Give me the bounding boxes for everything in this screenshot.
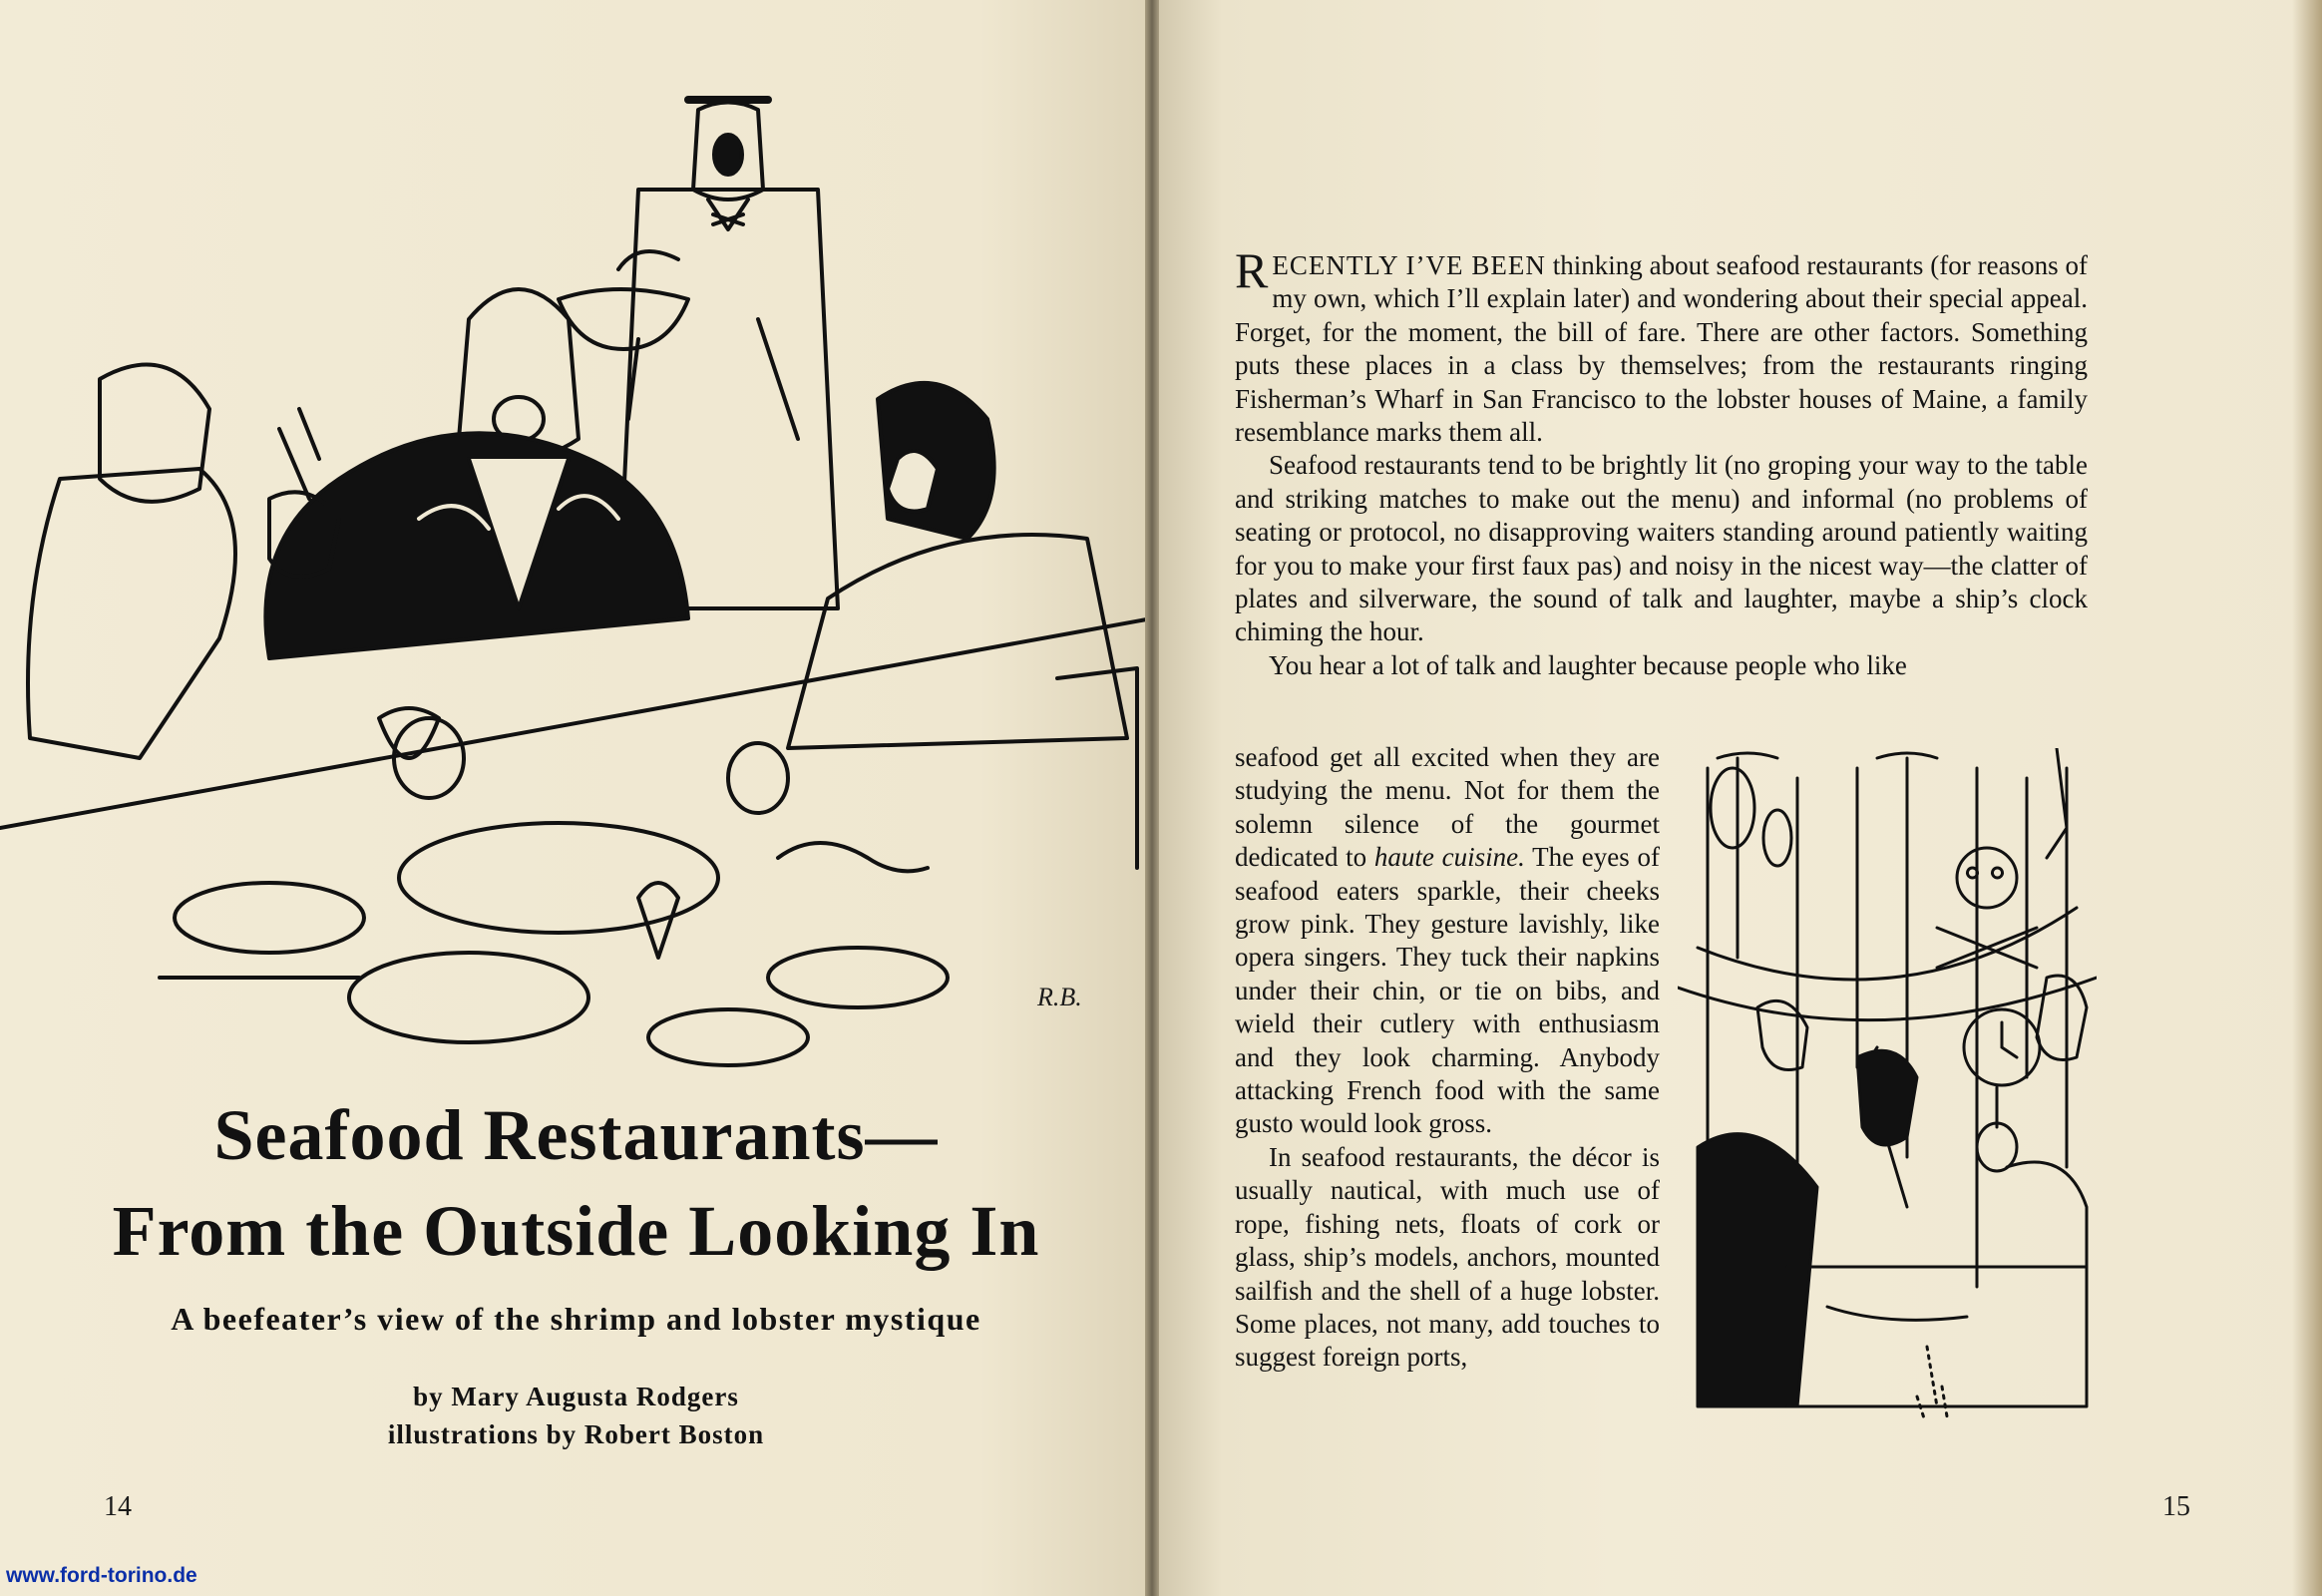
paragraph-3-italic: haute cuisine. [1373, 842, 1525, 873]
left-page [0, 0, 1152, 1596]
illustration-signature: R.B. [1037, 983, 1082, 1011]
paragraph-2: Seafood restaurants tend to be brightly lit (no groping your way to the table and striking matches to make out the menu) and informal (no problems of seating or protocol, no disapproving waiters standing around patiently waiting for you to make your first faux pas) and noisy in the nicest way—the clatter of plates and silverware, the sound of talk and laughter, maybe a ship’s clock chiming the hour. [1235, 450, 2088, 647]
paragraph-3-text-b: The eyes of seafood eaters sparkle, their cheeks grow pink. They gesture lavishly, like opera singers. They tuck their napkins under their chin, or tie on bibs, and wield their cutlery with enthusiasm and they look charming. Anybody attacking French food with the same gusto would look gross. [1235, 842, 1660, 1139]
dining-scene-illustration [0, 80, 1152, 1077]
byline-author: by Mary Augusta Rodgers [413, 1382, 739, 1411]
byline [0, 1378, 1152, 1453]
paragraph-3 [1235, 741, 1660, 1141]
page-edge-shadow [2292, 0, 2322, 1596]
paragraph-3-text-a: seafood get all excited when they are studying the menu. Not for them the solemn silence of the gourmet dedicated to [1235, 742, 1660, 873]
byline-illustrator: illustrations by Robert Boston [387, 1419, 765, 1449]
paragraph-1 [1235, 242, 2088, 449]
paragraph-1-text: thinking about seafood restaurants (for reasons of my own, which I’ll explain later) and wondering about their special appeal. Forget, for the moment, the bill of fare. There are other factors. Something puts these places in a class by themselves; from the restaurants ringing Fisherman’s Wharf in San Francisco to the lobster houses of Maine, a family resemblance marks them all. [1235, 250, 2088, 448]
article-title-block [0, 1087, 1152, 1453]
page-number-left: 14 [104, 1491, 132, 1522]
nautical-decor-illustration [1678, 748, 2097, 1466]
book-gutter [1145, 0, 1159, 1596]
paragraph-4: In seafood restaurants, the décor is usually nautical, with much use of rope, fishing nets, floats of cork or glass, ship’s models, anchors, mounted sailfish and the shell of a huge lobster. Some places, not many, add touches to suggest foreign ports, [1235, 1141, 1660, 1373]
website-watermark: www.ford-torino.de [6, 1564, 197, 1587]
drop-cap: R [1235, 242, 1269, 298]
article-body-column [1235, 741, 1660, 1375]
paragraph-3-lead: You hear a lot of talk and laughter because people who like [1269, 649, 1907, 680]
article-title-line-2: From the Outside Looking In [112, 1191, 1040, 1271]
page-number-right: 15 [2162, 1491, 2190, 1522]
article-body [1235, 242, 2088, 682]
lead-in: ECENTLY I’VE BEEN [1272, 250, 1546, 280]
article-subtitle: A beefeater’s view of the shrimp and lobster mystique [171, 1301, 981, 1337]
article-title-line-1: Seafood Restaurants— [213, 1095, 939, 1175]
